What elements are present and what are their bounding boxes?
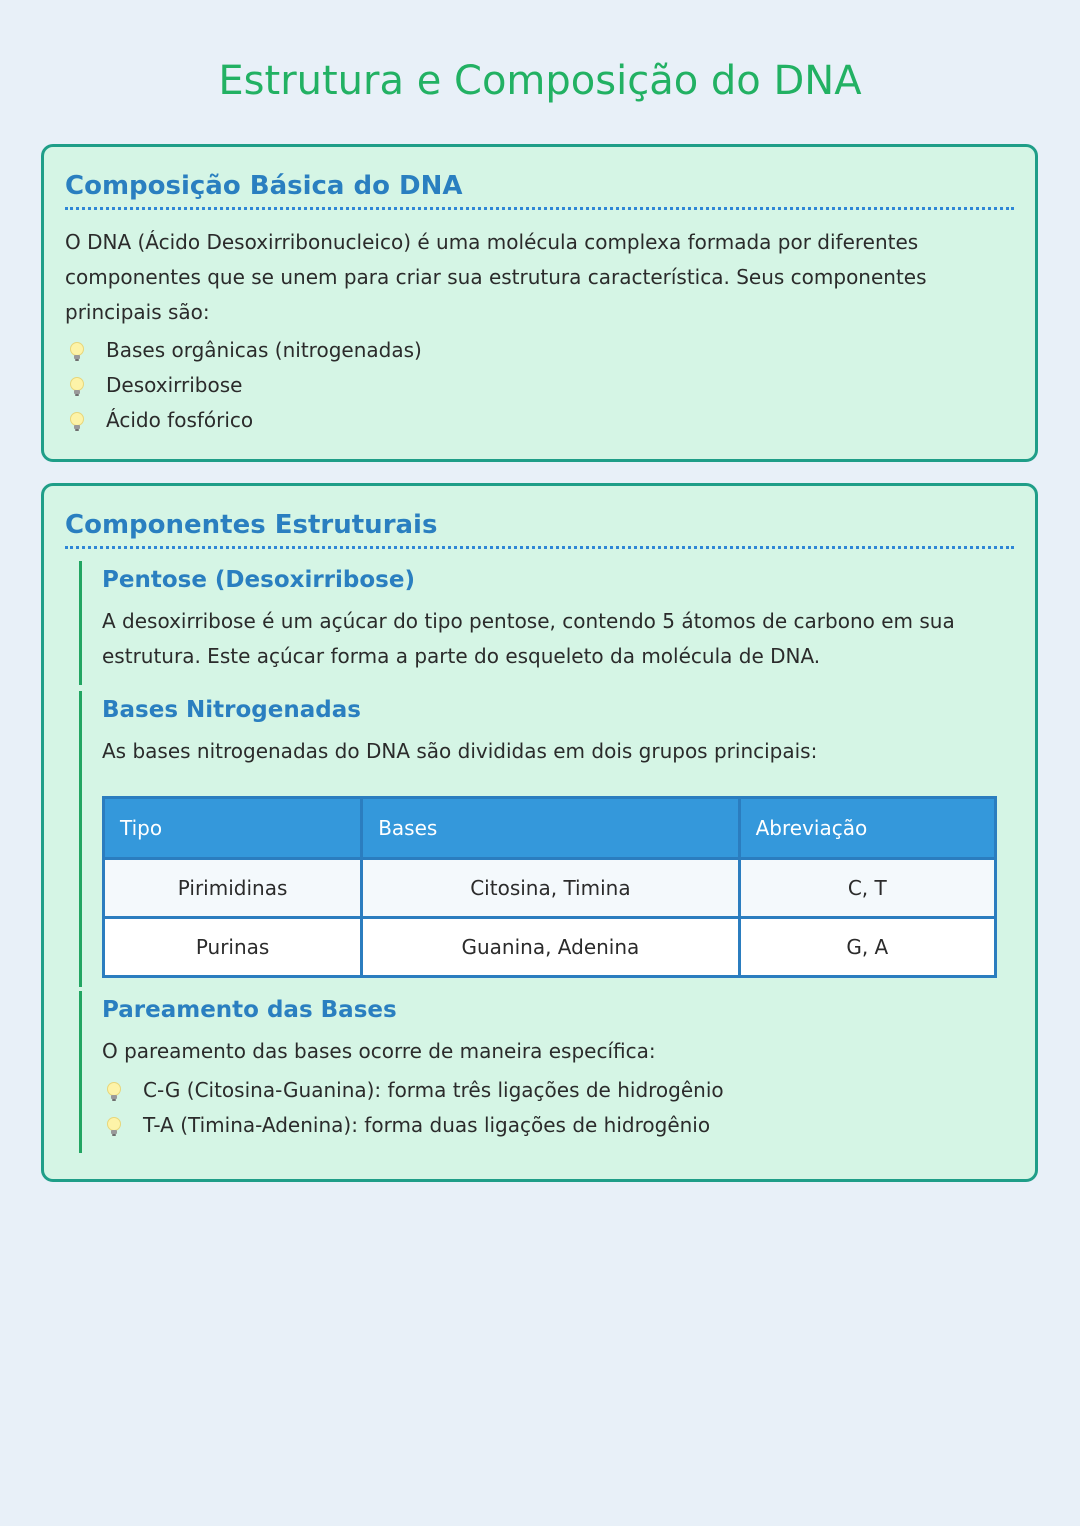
table-cell: Guanina, Adenina — [362, 918, 739, 977]
table-row — [104, 859, 996, 918]
list-item — [65, 368, 422, 403]
subsection-title: Bases Nitrogenadas — [102, 697, 361, 723]
lightbulb-icon — [102, 1080, 126, 1104]
list-item — [102, 1073, 995, 1108]
list-item — [65, 333, 422, 368]
lightbulb-icon — [65, 375, 89, 399]
list-item-label: C-G (Citosina-Guanina): forma três ligações de hidrogênio — [143, 1078, 724, 1102]
table-header-cell: Bases — [362, 798, 739, 859]
lightbulb-icon — [102, 1115, 126, 1139]
structural-components-card — [41, 483, 1038, 1182]
section-title: Composição Básica do DNA — [65, 171, 1014, 210]
table-cell: G, A — [739, 918, 995, 977]
table-cell: Pirimidinas — [104, 859, 362, 918]
lightbulb-icon — [65, 410, 89, 434]
pairing-paragraph: O pareamento das bases ocorre de maneira específica: — [102, 1039, 656, 1063]
pairing-list — [102, 1073, 995, 1143]
page-title: Estrutura e Composição do DNA — [218, 58, 862, 104]
table-header-row — [104, 798, 996, 859]
list-item-label: T-A (Timina-Adenina): forma duas ligações de hidrogênio — [143, 1113, 711, 1137]
list-item — [65, 403, 422, 438]
nitrogenous-bases-subsection — [79, 691, 995, 987]
list-item-label: Desoxirribose — [106, 373, 243, 397]
subsection-title: Pareamento das Bases — [102, 997, 397, 1023]
table-cell: C, T — [739, 859, 995, 918]
lightbulb-icon — [65, 340, 89, 364]
component-list — [65, 333, 422, 438]
list-item — [102, 1108, 995, 1143]
bases-paragraph: As bases nitrogenadas do DNA são divididas em dois grupos principais: — [102, 739, 818, 763]
pentose-paragraph: A desoxirribose é um açúcar do tipo pentose, contendo 5 átomos de carbono em sua estrutura. Este açúcar forma a parte do esqueleto da molécula de DNA. — [102, 609, 955, 668]
table-cell: Purinas — [104, 918, 362, 977]
table-header-cell: Abreviação — [739, 798, 995, 859]
table-cell: Citosina, Timina — [362, 859, 739, 918]
list-item-label: Ácido fosfórico — [106, 408, 254, 432]
pentose-subsection — [79, 561, 995, 685]
intro-paragraph: O DNA (Ácido Desoxirribonucleico) é uma molécula complexa formada por diferentes componentes que se unem para criar sua estrutura característica. Seus componentes principais são: — [65, 230, 927, 324]
section-title: Componentes Estruturais — [65, 510, 1014, 549]
base-pairing-subsection — [79, 991, 995, 1153]
table-row — [104, 918, 996, 977]
basic-composition-card — [41, 144, 1038, 462]
subsection-title: Pentose (Desoxirribose) — [102, 567, 415, 593]
bases-table — [102, 796, 997, 978]
table-header-cell: Tipo — [104, 798, 362, 859]
list-item-label: Bases orgânicas (nitrogenadas) — [106, 338, 422, 362]
